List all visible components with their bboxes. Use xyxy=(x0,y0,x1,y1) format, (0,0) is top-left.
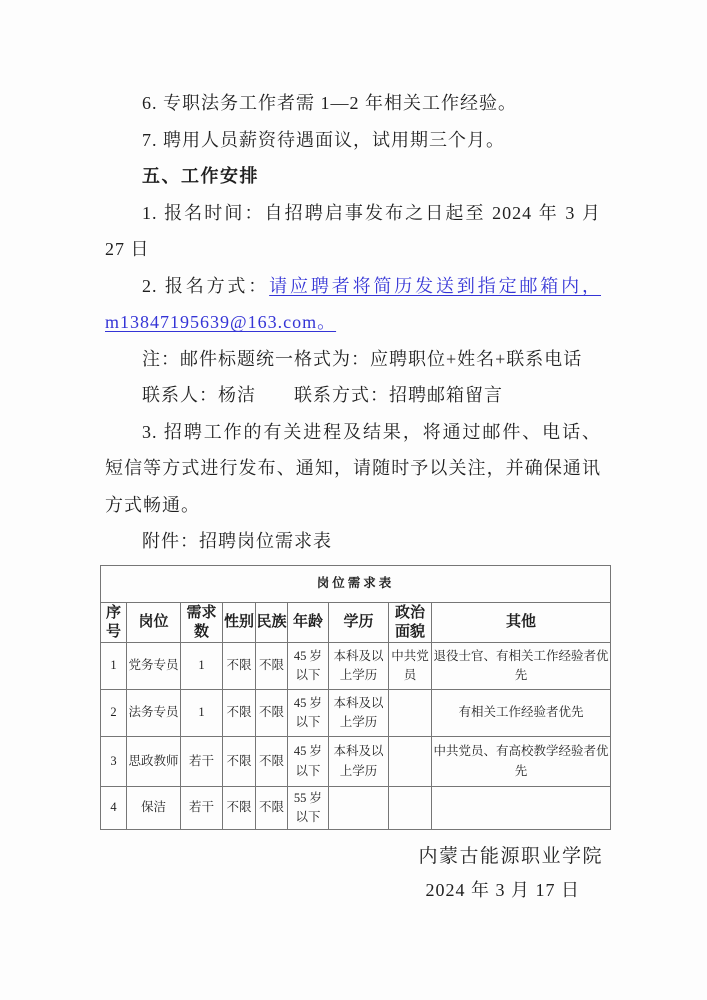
table-cell: 法务专员 xyxy=(127,690,181,737)
table-cell: 不限 xyxy=(223,737,256,787)
table-header-row xyxy=(101,603,611,643)
table-cell: 4 xyxy=(101,787,127,830)
table-row xyxy=(101,787,611,830)
table-cell: 本科及以上学历 xyxy=(329,690,389,737)
table-cell: 45 岁以下 xyxy=(288,690,329,737)
requirements-table xyxy=(100,565,611,830)
table-cell xyxy=(432,787,611,830)
table-cell: 中共党员、有高校教学经验者优先 xyxy=(432,737,611,787)
body-line-signup-time-cont: 27 日 xyxy=(105,239,150,259)
table-header-cell-count: 需求数 xyxy=(181,603,223,643)
table-cell: 思政教师 xyxy=(127,737,181,787)
body-line-email xyxy=(105,304,601,341)
table-cell xyxy=(389,737,432,787)
body-line-progress-cont1: 短信等方式进行发布、通知，请随时予以关注，并确保通讯 xyxy=(105,458,601,478)
body-line-contact: 联系人：杨洁 联系方式：招聘邮箱留言 xyxy=(142,385,503,405)
body-line-attachment: 附件：招聘岗位需求表 xyxy=(142,531,332,551)
table-cell: 有相关工作经验者优先 xyxy=(432,690,611,737)
table-cell: 若干 xyxy=(181,737,223,787)
table-cell: 若干 xyxy=(181,787,223,830)
table-header-cell-other: 其他 xyxy=(432,603,611,643)
table-cell: 不限 xyxy=(256,787,288,830)
table-cell: 不限 xyxy=(256,690,288,737)
signature-organization: 内蒙古能源职业学院 xyxy=(418,846,603,867)
resume-link-text[interactable]: 请应聘者将简历发送到指定邮箱内， xyxy=(269,275,602,296)
table-header-cell-ethnicity: 民族 xyxy=(256,603,288,643)
section-heading-work-plan: 五、工作安排 xyxy=(142,166,259,186)
table-cell: 党务专员 xyxy=(127,643,181,690)
table-cell: 45 岁以下 xyxy=(288,643,329,690)
body-line-signup-method xyxy=(105,268,601,305)
body-line-note: 注：邮件标题统一格式为：应聘职位+姓名+联系电话 xyxy=(142,348,583,369)
table-cell: 2 xyxy=(101,690,127,737)
table-cell: 保洁 xyxy=(127,787,181,830)
body-line-progress: 3. 招聘工作的有关进程及结果，将通过邮件、电话、 xyxy=(142,421,601,442)
document-body xyxy=(105,85,601,560)
table-cell: 1 xyxy=(181,643,223,690)
table-row xyxy=(101,690,611,737)
table-row xyxy=(101,737,611,787)
signup-method-label: 2. 报名方式： xyxy=(142,275,270,296)
table-header-cell-education: 学历 xyxy=(329,603,389,643)
table-cell: 不限 xyxy=(223,643,256,690)
table-cell: 1 xyxy=(101,643,127,690)
body-line-item7: 7. 聘用人员薪资待遇面议，试用期三个月。 xyxy=(142,129,505,150)
table-header-cell-seq: 序号 xyxy=(101,603,127,643)
table-cell: 55 岁以下 xyxy=(288,787,329,830)
body-line-item6: 6. 专职法务工作者需 1—2 年相关工作经验。 xyxy=(142,93,517,113)
table-cell: 3 xyxy=(101,737,127,787)
table-cell: 本科及以上学历 xyxy=(329,737,389,787)
table-cell: 不限 xyxy=(256,737,288,787)
body-line-signup-time: 1. 报名时间：自招聘启事发布之日起至 2024 年 3 月 xyxy=(142,202,601,223)
email-link[interactable]: m13847195639@163.com。 xyxy=(105,312,337,332)
requirements-table-wrap xyxy=(100,565,611,830)
table-title: 岗位需求表 xyxy=(101,566,611,603)
table-header-cell-position: 岗位 xyxy=(127,603,181,643)
table-cell: 本科及以上学历 xyxy=(329,643,389,690)
table-cell xyxy=(389,690,432,737)
table-cell: 不限 xyxy=(223,690,256,737)
body-line-progress-cont2: 方式畅通。 xyxy=(105,494,200,515)
table-header-cell-gender: 性别 xyxy=(223,603,256,643)
table-cell: 中共党员 xyxy=(389,643,432,690)
table-header-cell-age: 年龄 xyxy=(288,603,329,643)
table-row xyxy=(101,643,611,690)
table-cell: 不限 xyxy=(223,787,256,830)
table-cell xyxy=(389,787,432,830)
table-cell: 退役士官、有相关工作经验者优先 xyxy=(432,643,611,690)
signature-date: 2024 年 3 月 17 日 xyxy=(425,880,580,900)
table-header-cell-political: 政治面貌 xyxy=(389,603,432,643)
table-cell xyxy=(329,787,389,830)
table-cell: 45 岁以下 xyxy=(288,737,329,787)
table-cell: 不限 xyxy=(256,643,288,690)
table-cell: 1 xyxy=(181,690,223,737)
